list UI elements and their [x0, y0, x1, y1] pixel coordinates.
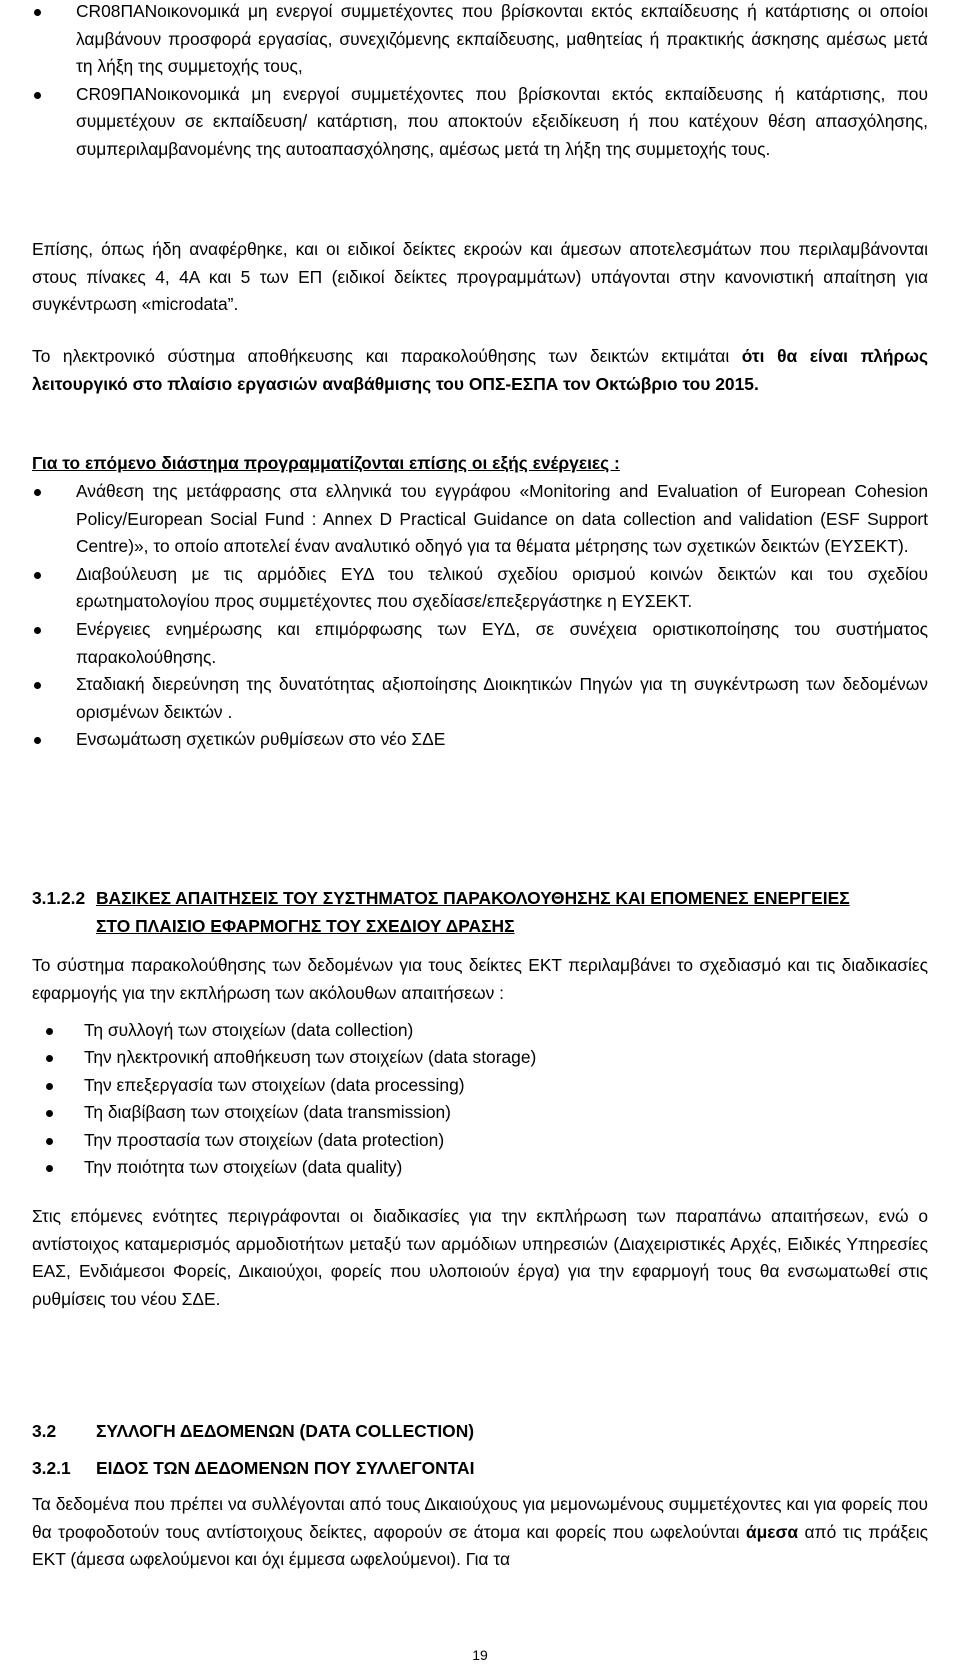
bullet-text: Ενσωμάτωση σχετικών ρυθμίσεων στο νέο ΣΔΕ: [76, 729, 446, 750]
section-title: ΣΥΛΛΟΓΗ ΔΕΔΟΜΕΝΩΝ (DATA COLLECTION): [96, 1421, 475, 1441]
bullet-text: Διαβούλευση με τις αρμόδιες ΕΥΔ του τελικού σχεδίου ορισμού κοινών δεικτών και του σχεδίου ερωτηματολογίου προς συμμετέχοντες που σχεδίασε/επεξεργάστηκε η ΕΥΣΕΚΤ.: [76, 563, 928, 612]
paragraph-next-sections: Στις επόμενες ενότητες περιγράφονται οι διαδικασίες για την εκπλήρωση των παραπάνω απαιτήσεων, ενώ ο αντίστοιχος καταμερισμός αρμοδιοτήτων μεταξύ των αρμόδιων υπηρεσιών (Διαχειριστικές Αρχές, Ειδικές Υπηρεσίες ΕΑΣ, Ενδιάμεσοι Φορείς, Δικαιούχοι, φορείς που υλοποιούν έργα) για την εφαρμογή τους θα ενσωματωθεί στις ρυθμίσεις του νέου ΣΔΕ.: [32, 1206, 928, 1309]
section-title-line-2: ΣΤΟ ΠΛΑΙΣΙΟ ΕΦΑΡΜΟΓΗΣ ΤΟΥ ΣΧΕΔΙΟΥ ΔΡΑΣΗΣ: [96, 915, 515, 936]
bullet-icon: [46, 1165, 53, 1172]
list-item: [32, 671, 928, 726]
section-heading-3-1-2-2: [32, 885, 928, 941]
bullet-text: Την ποιότητα των στοιχείων (data quality): [84, 1157, 403, 1178]
bullet-text: Την ηλεκτρονική αποθήκευση των στοιχείων (data storage): [84, 1047, 537, 1068]
bullet-icon: [46, 1110, 53, 1117]
page-number: 19: [472, 1647, 488, 1663]
list-item: [32, 616, 928, 671]
requirements-bullet-list: [44, 1017, 928, 1181]
list-item: [44, 1017, 928, 1044]
paragraph-data-types-text: Τα δεδομένα που πρέπει να συλλέγονται από τους Δικαιούχους για μεμονωμένους συμμετέχοντες και για φορείς που θα τροφοδοτούν τους αντίστοιχους δείκτες, αφορούν σε άτομα και φορείς που ωφελούνται: [32, 1494, 928, 1542]
paragraph-microdata: Επίσης, όπως ήδη αναφέρθηκε, και οι ειδικοί δείκτες εκροών και άμεσων αποτελεσμάτων που περιλαμβάνονται στους πίνακες 4, 4Α και 5 των ΕΠ (ειδικοί δείκτες προγραμμάτων) υπάγονται στην κανονιστική απαίτηση για συγκέντρωση «microdata”.: [32, 239, 928, 315]
bullet-text: CR09ΠΑΝοικονομικά μη ενεργοί συμμετέχοντες που βρίσκονται εκτός εκπαίδευσης ή κατάρτισης, που συμμετέχουν σε εκπαίδευση/ κατάρτιση, που αποκτούν εξειδίκευση ή που κατέχουν θέση απασχόλησης, συμπεριλαμβανομένης της αυτοαπασχόλησης, αμέσως μετά τη λήξη της συμμετοχής τους.: [76, 83, 928, 159]
list-item: [32, 81, 928, 164]
section-number: 3.2.1: [32, 1458, 71, 1478]
section-number: 3.2: [32, 1421, 57, 1441]
paragraph-requirements-intro: Το σύστημα παρακολούθησης των δεδομένων για τους δείκτες ΕΚΤ περιλαμβάνει το σχεδιασμό και τις διαδικασίες εφαρμογής για την εκπλήρωση των ακόλουθων απαιτήσεων :: [32, 955, 928, 1003]
next-period-heading: Για το επόμενο διάστημα προγραμματίζονται επίσης οι εξής ενέργειες :: [32, 453, 620, 473]
section-heading-3-2: [32, 1418, 928, 1446]
bullet-icon: [46, 1138, 53, 1145]
list-item: [44, 1154, 928, 1181]
paragraph-data-types: [32, 1491, 928, 1574]
section-number: 3.1.2.2: [32, 888, 86, 908]
bullet-icon: [34, 489, 41, 496]
paragraph-system-text: Το ηλεκτρονικό σύστημα αποθήκευσης και παρακολούθησης των δεικτών εκτιμάται: [32, 346, 742, 366]
bullet-text: Την επεξεργασία των στοιχείων (data processing): [84, 1074, 465, 1095]
bullet-icon: [34, 572, 41, 579]
bullet-text: Ενέργειες ενημέρωσης και επιμόρφωσης των ΕΥΔ, σε συνέχεια οριστικοποίησης του συστήματος παρακολούθησης.: [76, 618, 928, 667]
paragraph-system-bold: ότι θα είναι πλήρως λειτουργικό στο πλαίσιο εργασιών αναβάθμισης του ΟΠΣ-ΕΣΠΑ τον Οκτώβριο του 2015.: [32, 346, 928, 394]
bullet-icon: [46, 1055, 53, 1062]
bullet-text: Ανάθεση της μετάφρασης στα ελληνικά του εγγράφου «Monitoring and Evaluation of European Cohesion Policy/European Social Fund : Annex D Practical Guidance on data collection and validation (ESF Support Centre)», το οποίο αποτελεί έναν αναλυτικό οδηγό για τα θέματα μέτρησης των σχετικών δεικτών (ΕΥΣΕΚΤ).: [76, 481, 928, 557]
list-item: [44, 1044, 928, 1071]
list-item: [44, 1072, 928, 1099]
bullet-icon: [34, 737, 41, 744]
list-item: [32, 726, 928, 754]
list-item: [44, 1099, 928, 1126]
bullet-icon: [34, 682, 41, 689]
list-item: [44, 1127, 928, 1154]
paragraph-system: [32, 343, 928, 398]
bullet-icon: [46, 1083, 53, 1090]
bullet-icon: [34, 9, 41, 16]
bullet-icon: [34, 92, 41, 99]
actions-bullet-list: [32, 478, 928, 754]
section-title: [96, 885, 928, 940]
bullet-text: CR08ΠΑΝοικονομικά μη ενεργοί συμμετέχοντες που βρίσκονται εκτός εκπαίδευσης ή κατάρτισης οι οποίοι λαμβάνουν προσφορά εργασίας, συνεχιζόμενης εκπαίδευσης, μαθητείας ή πρακτικής άσκησης αμέσως μετά τη λήξη της συμμετοχής τους,: [76, 1, 928, 77]
bullet-text: Τη συλλογή των στοιχείων (data collection): [84, 1020, 414, 1040]
list-item: [32, 561, 928, 616]
section-heading-3-2-1: [32, 1455, 928, 1483]
bullet-icon: [46, 1028, 53, 1035]
section-title-line-1: ΒΑΣΙΚΕΣ ΑΠΑΙΤΗΣΕΙΣ ΤΟΥ ΣΥΣΤΗΜΑΤΟΣ ΠΑΡΑΚΟΛΟΥΘΗΣΗΣ ΚΑΙ ΕΠΟΜΕΝΕΣ ΕΝΕΡΓΕΙΕΣ: [96, 888, 850, 908]
bullet-text: Την προστασία των στοιχείων (data protection): [84, 1129, 445, 1150]
section-title: ΕΙΔΟΣ ΤΩΝ ΔΕΔΟΜΕΝΩΝ ΠΟΥ ΣΥΛΛΕΓΟΝΤΑΙ: [96, 1458, 475, 1478]
bullet-text: Τη διαβίβαση των στοιχείων (data transmission): [84, 1102, 451, 1123]
bullet-text: Σταδιακή διερεύνηση της δυνατότητας αξιοποίησης Διοικητικών Πηγών για τη συγκέντρωση των δεδομένων ορισμένων δεικτών .: [76, 674, 928, 722]
list-item: [32, 0, 928, 81]
paragraph-data-types-bold: άμεσα: [745, 1521, 799, 1542]
paragraph-data-types-text-end: από τις πράξεις ΕΚΤ (άμεσα ωφελούμενοι και όχι έμμεσα ωφελούμενοι). Για τα: [32, 1521, 928, 1570]
bullet-icon: [34, 627, 41, 634]
indicator-bullet-list: [32, 0, 928, 164]
list-item: [32, 478, 928, 561]
